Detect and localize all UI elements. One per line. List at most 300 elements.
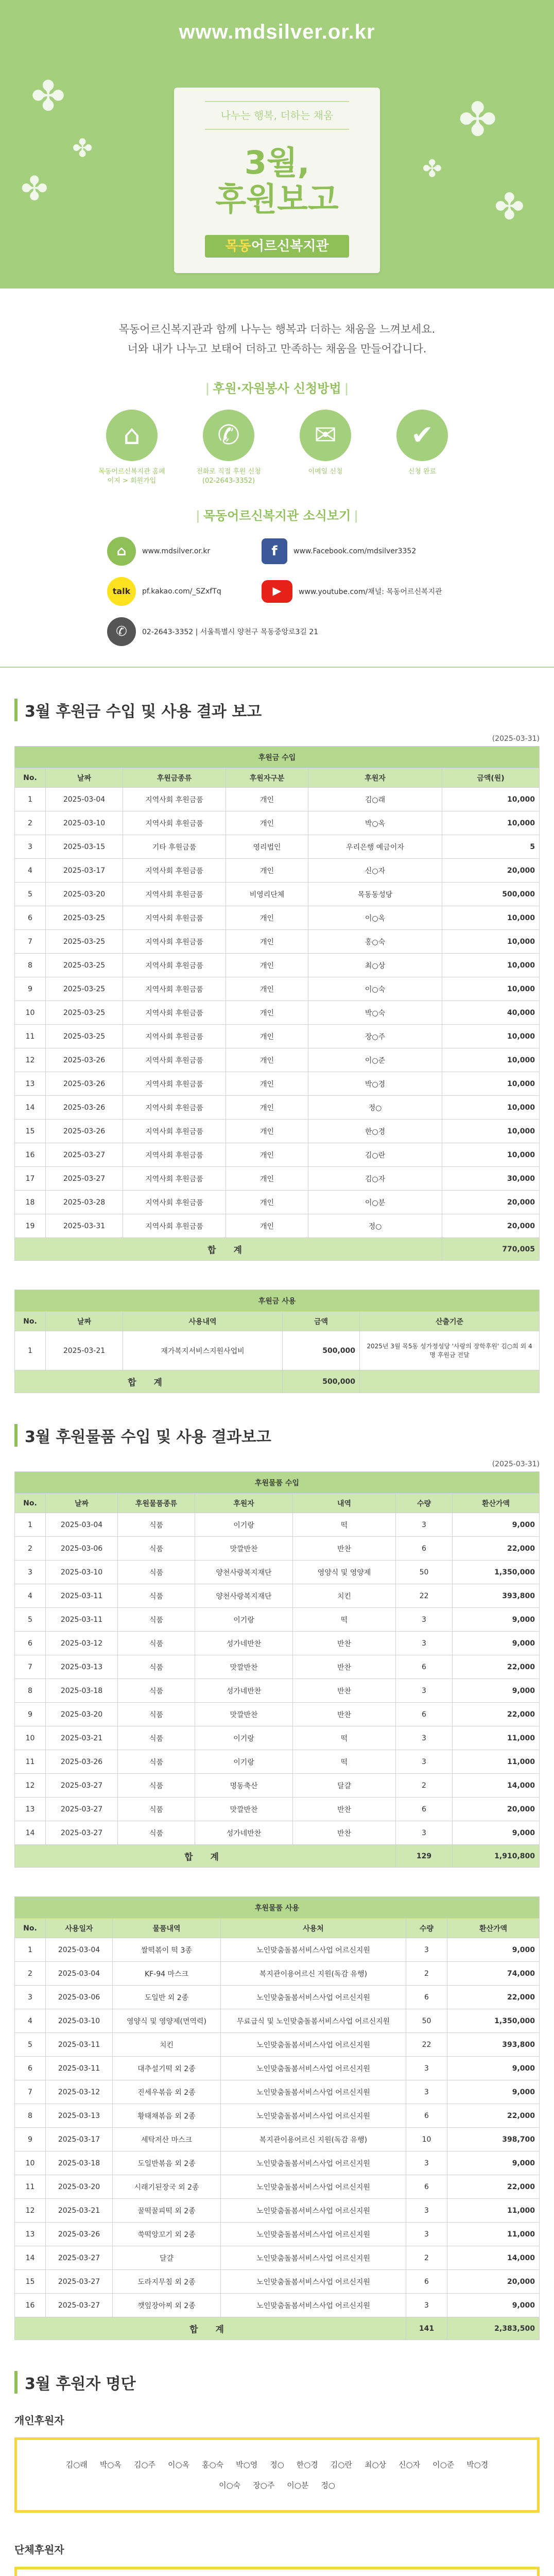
table-cell: 40,000	[442, 1001, 540, 1025]
table-cell: 2025-03-26	[46, 1120, 123, 1143]
table-cell: 10,000	[442, 1096, 540, 1120]
table-cell: 개인	[226, 1191, 308, 1214]
table-body	[15, 1938, 540, 2317]
table-cell: 10,000	[442, 788, 540, 811]
cell-date: 2025-03-21	[46, 1331, 123, 1370]
table-row	[15, 1655, 540, 1679]
table-cell: 2025-03-27	[46, 1798, 118, 1821]
clover-decoration: ✤	[494, 185, 525, 228]
table-cell: 2025-03-25	[46, 1025, 123, 1048]
table-cell: 9,000	[447, 2080, 540, 2104]
donor-name: 홍○숙	[202, 2460, 224, 2469]
table-cell: 지역사회 후원금품	[123, 1143, 226, 1167]
table-cell: 지역사회 후원금품	[123, 883, 226, 906]
table-cell: 개인	[226, 1143, 308, 1167]
table-cell: 2025-03-17	[46, 859, 123, 883]
table-cell: 10,000	[442, 1120, 540, 1143]
table-cell: 11	[15, 2175, 46, 2199]
table-cell: 50	[396, 1561, 453, 1584]
donor-name: 정○	[321, 2481, 335, 2490]
table-cell: 2025-03-25	[46, 906, 123, 930]
table-cell: 맛깔반찬	[195, 1798, 293, 1821]
table-cell: 11,000	[447, 2223, 540, 2246]
home-icon: ⌂	[107, 537, 136, 566]
table-cell: 2	[15, 811, 46, 835]
table-cell: 6	[15, 906, 46, 930]
table-cell: 양천사랑복지재단	[195, 1584, 293, 1608]
divider	[205, 129, 349, 130]
col-header: 사용처	[221, 1919, 406, 1938]
donor-name: 김○란	[330, 2460, 352, 2469]
table-cell: 1,350,000	[447, 2009, 540, 2033]
table-cell: 식품	[118, 1679, 195, 1703]
total-label: 합 계	[15, 1238, 442, 1261]
donor-name: 이○준	[432, 2460, 455, 2469]
cell-no: 1	[15, 1331, 46, 1370]
col-header: 후원물품종류	[118, 1494, 195, 1513]
table-cell: 개인	[226, 1120, 308, 1143]
table-cell: 19	[15, 1214, 46, 1238]
donor-name: 신○자	[399, 2460, 421, 2469]
table-cell: 개인	[226, 1025, 308, 1048]
table-row	[15, 1072, 540, 1096]
table-cell: 16	[15, 2294, 46, 2317]
table-cell: 2025-03-13	[46, 1655, 118, 1679]
home-icon: ⌂	[106, 410, 158, 461]
table-row	[15, 1962, 540, 1986]
table-cell: 9,000	[453, 1513, 540, 1537]
table-cell: 11	[15, 1025, 46, 1048]
table-cell: 성가네반찬	[195, 1679, 293, 1703]
table-cell: 반찬	[293, 1537, 396, 1561]
table-cell: 개인	[226, 977, 308, 1001]
table-row	[15, 1774, 540, 1798]
table-cell: 2025-03-04	[46, 1962, 113, 1986]
table-cell: 6	[396, 1703, 453, 1726]
table-cell: 6	[406, 2175, 447, 2199]
table-cell: 박○숙	[308, 1001, 442, 1025]
table-cell: 개인	[226, 1048, 308, 1072]
table-cell: 식품	[118, 1561, 195, 1584]
table-cell: 17	[15, 1167, 46, 1191]
table-cell: 2025-03-06	[46, 1986, 113, 2009]
total-qty: 141	[406, 2317, 447, 2340]
table-cell: 지역사회 후원금품	[123, 1191, 226, 1214]
total-row	[15, 2317, 540, 2340]
donation-income-table	[14, 746, 540, 1261]
total-blank	[360, 1370, 540, 1393]
table-cell: 1	[15, 788, 46, 811]
table-cell: 2025-03-26	[46, 1048, 123, 1072]
table-cell: 2025-03-20	[46, 1703, 118, 1726]
facebook-link[interactable]	[262, 537, 447, 566]
table-cell: 2025-03-15	[46, 835, 123, 859]
table-cell: 복지관이용어르신 지원(독감 유행)	[221, 2128, 406, 2151]
table-cell: 6	[406, 2104, 447, 2128]
table-cell: 비영리단체	[226, 883, 308, 906]
table-row	[15, 1703, 540, 1726]
table-cell: 2025-03-11	[46, 2033, 113, 2057]
individual-donors-list	[14, 2437, 540, 2513]
table-cell: 노인맞춤돌봄서비스사업 어르신지원	[221, 2151, 406, 2175]
section-divider	[0, 667, 554, 668]
donor-name: 박○영	[236, 2460, 258, 2469]
table-row	[15, 906, 540, 930]
table-cell: 반찬	[293, 1632, 396, 1655]
donor-name: 이○분	[287, 2481, 309, 2490]
table-cell: 영양식 및 영양제(면역력)	[113, 2009, 221, 2033]
table-cell: 명동축산	[195, 1774, 293, 1798]
table-row	[15, 2270, 540, 2294]
table-cell: 지역사회 후원금품	[123, 811, 226, 835]
table-cell: 14	[15, 2246, 46, 2270]
donors-title: 3월 후원자 명단	[14, 2371, 554, 2394]
table-cell: 12	[15, 1774, 46, 1798]
table-cell: 3	[396, 1679, 453, 1703]
table-cell: 10,000	[442, 811, 540, 835]
table-cell: 치킨	[293, 1584, 396, 1608]
table-cell: 10	[15, 1001, 46, 1025]
cell-amount: 500,000	[283, 1331, 360, 1370]
table-cell: 2025-03-27	[46, 1143, 123, 1167]
table-cell: 2025-03-26	[46, 1750, 118, 1774]
contact-info	[107, 617, 447, 646]
facebook-url: www.Facebook.com/mdsilver3352	[293, 547, 417, 555]
table-row	[15, 1679, 540, 1703]
table-row	[15, 1513, 540, 1537]
table-cell: 떡	[293, 1726, 396, 1750]
method-phone[interactable]	[193, 410, 265, 486]
table-cell: 쑥떡앙꼬기 외 2종	[113, 2223, 221, 2246]
table-cell: 6	[15, 1632, 46, 1655]
table-cell: 개인	[226, 1001, 308, 1025]
table-cell: 개인	[226, 1214, 308, 1238]
table-cell: 이○준	[308, 1048, 442, 1072]
table-caption: 후원물품 수입	[15, 1472, 540, 1494]
table-cell: 식품	[118, 1821, 195, 1845]
table-cell: 6	[396, 1798, 453, 1821]
table-cell: 14	[15, 1821, 46, 1845]
apply-methods	[0, 410, 554, 486]
table-cell: 2	[15, 1537, 46, 1561]
table-row	[15, 2104, 540, 2128]
table-cell: 10,000	[442, 977, 540, 1001]
table-row	[15, 2080, 540, 2104]
donor-name: 박○옥	[99, 2460, 122, 2469]
table-cell: 쌀떡볶이 떡 3종	[113, 1938, 221, 1962]
table-cell: 3	[406, 2057, 447, 2080]
table-cell: 5	[442, 835, 540, 859]
table-cell: 9,000	[447, 2151, 540, 2175]
table-cell: 개인	[226, 788, 308, 811]
youtube-link[interactable]	[262, 577, 447, 606]
donor-name: 이○옥	[167, 2460, 190, 2469]
table-cell: 9	[15, 2128, 46, 2151]
table-cell: 13	[15, 1072, 46, 1096]
table-cell: 9,000	[447, 2294, 540, 2317]
table-cell: 393,800	[453, 1584, 540, 1608]
table-row	[15, 811, 540, 835]
table-cell: 2025-03-26	[46, 1096, 123, 1120]
report-date: (2025-03-31)	[492, 735, 540, 743]
col-header: 물품내역	[113, 1919, 221, 1938]
total-amount: 1,910,800	[453, 1845, 540, 1868]
table-cell: 22,000	[447, 1986, 540, 2009]
table-cell: 지역사회 후원금품	[123, 930, 226, 954]
table-cell: 지역사회 후원금품	[123, 977, 226, 1001]
table-cell: 11,000	[447, 2199, 540, 2223]
homepage-link[interactable]	[107, 537, 262, 566]
donation-usage-table	[14, 1290, 540, 1393]
table-cell: 3	[15, 1986, 46, 2009]
table-cell: 2025-03-25	[46, 977, 123, 1001]
goods-title: 3월 후원물품 수입 및 사용 결과보고	[14, 1424, 554, 1447]
table-cell: 신○자	[308, 859, 442, 883]
homepage-url: www.mdsilver.or.kr	[142, 547, 211, 555]
hero-title	[174, 144, 380, 218]
col-header: 산출기준	[360, 1312, 540, 1331]
table-cell: 2025-03-11	[46, 2057, 113, 2080]
table-cell: 7	[15, 1655, 46, 1679]
table-row	[15, 2294, 540, 2317]
method-label: 신청 완료	[408, 468, 437, 476]
table-row	[15, 883, 540, 906]
method-homepage[interactable]	[96, 410, 168, 486]
table-cell: 10,000	[442, 1143, 540, 1167]
table-cell: 2025-03-04	[46, 788, 123, 811]
table-cell: 9,000	[453, 1821, 540, 1845]
donor-name: 김○주	[133, 2460, 155, 2469]
table-cell: 최○상	[308, 954, 442, 977]
table-cell: 4	[15, 1584, 46, 1608]
table-cell: 치킨	[113, 2033, 221, 2057]
table-caption: 후원물품 사용	[15, 1897, 540, 1919]
table-cell: 3	[396, 1726, 453, 1750]
table-cell: 3	[406, 2223, 447, 2246]
table-cell: 11,000	[453, 1750, 540, 1774]
kakao-link[interactable]	[107, 577, 262, 606]
total-row	[15, 1370, 540, 1393]
table-row	[15, 954, 540, 977]
table-cell: 노인맞춤돌봄서비스사업 어르신지원	[221, 1938, 406, 1962]
table-cell: 3	[396, 1608, 453, 1632]
table-cell: 이○숙	[308, 977, 442, 1001]
table-cell: 개인	[226, 859, 308, 883]
table-row	[15, 1821, 540, 1845]
table-cell: 2025-03-10	[46, 2009, 113, 2033]
donation-title: 3월 후원금 수입 및 사용 결과 보고	[14, 699, 554, 721]
table-cell: 성가네반찬	[195, 1632, 293, 1655]
table-cell: 2025-03-26	[46, 2223, 113, 2246]
table-caption: 후원금 사용	[15, 1290, 540, 1312]
table-cell: 반찬	[293, 1821, 396, 1845]
table-cell: 무료급식 및 노인맞춤돌봄서비스사업 어르신지원	[221, 2009, 406, 2033]
table-cell: 20,000	[442, 859, 540, 883]
table-cell: 2025-03-17	[46, 2128, 113, 2151]
table-cell: 3	[396, 1750, 453, 1774]
table-cell: 식품	[118, 1584, 195, 1608]
table-cell: 개인	[226, 811, 308, 835]
table-cell: 지역사회 후원금품	[123, 788, 226, 811]
table-cell: 개인	[226, 1167, 308, 1191]
table-body	[15, 1331, 540, 1370]
table-cell: 6	[396, 1655, 453, 1679]
donor-name: 최○상	[364, 2460, 387, 2469]
table-cell: 74,000	[447, 1962, 540, 1986]
table-cell: 2025-03-12	[46, 2080, 113, 2104]
table-cell: 떡	[293, 1750, 396, 1774]
table-row	[15, 1001, 540, 1025]
group-donors-list	[14, 2567, 540, 2576]
table-cell: 11,000	[453, 1726, 540, 1750]
table-row	[15, 2246, 540, 2270]
table-cell: 10,000	[442, 1025, 540, 1048]
table-cell: 반찬	[293, 1703, 396, 1726]
table-cell: 도라지무침 외 2종	[113, 2270, 221, 2294]
table-cell: 2025-03-25	[46, 954, 123, 977]
goods-usage-table	[14, 1896, 540, 2340]
table-cell: 2025-03-06	[46, 1537, 118, 1561]
table-cell: 7	[15, 930, 46, 954]
col-header: No.	[15, 1494, 46, 1513]
table-cell: 22	[406, 2033, 447, 2057]
table-cell: 식품	[118, 1513, 195, 1537]
total-label: 합 계	[15, 1845, 396, 1868]
table-cell: 8	[15, 2104, 46, 2128]
table-cell: 9,000	[447, 2057, 540, 2080]
table-cell: 2	[396, 1774, 453, 1798]
table-cell: 성가네반찬	[195, 1821, 293, 1845]
table-cell: 30,000	[442, 1167, 540, 1191]
table-cell: 2025-03-25	[46, 1001, 123, 1025]
table-row	[15, 1143, 540, 1167]
col-header: No.	[15, 1919, 46, 1938]
table-cell: 2025-03-04	[46, 1513, 118, 1537]
method-email[interactable]	[289, 410, 361, 486]
table-cell: 노인맞춤돌봄서비스사업 어르신지원	[221, 2057, 406, 2080]
table-cell: 식품	[118, 1774, 195, 1798]
table-cell: 10,000	[442, 906, 540, 930]
col-header: No.	[15, 768, 46, 788]
table-cell: 한○경	[308, 1120, 442, 1143]
clover-decoration: ✤	[21, 170, 48, 208]
table-row	[15, 2175, 540, 2199]
total-row	[15, 1238, 540, 1261]
table-cell: 황태채볶음 외 2종	[113, 2104, 221, 2128]
table-cell: 박○경	[308, 1072, 442, 1096]
table-cell: 50	[406, 2009, 447, 2033]
table-cell: 지역사회 후원금품	[123, 1072, 226, 1096]
table-cell: 지역사회 후원금품	[123, 859, 226, 883]
table-cell: 5	[15, 2033, 46, 2057]
table-cell: 22,000	[447, 2175, 540, 2199]
hero-url[interactable]: www.mdsilver.or.kr	[179, 21, 375, 43]
table-row	[15, 2057, 540, 2080]
hero-title-line1: 3월,	[244, 144, 310, 181]
table-cell: 2025-03-11	[46, 1608, 118, 1632]
table-row	[15, 859, 540, 883]
clover-decoration: ✤	[422, 155, 442, 182]
table-cell: 지역사회 후원금품	[123, 1214, 226, 1238]
apply-heading: | 후원·자원봉사 신청방법 |	[205, 381, 349, 396]
table-cell: 5	[15, 1608, 46, 1632]
table-cell: 이기랑	[195, 1750, 293, 1774]
table-cell: 박○옥	[308, 811, 442, 835]
table-cell: 노인맞춤돌봄서비스사업 어르신지원	[221, 2080, 406, 2104]
table-cell: 홍○숙	[308, 930, 442, 954]
hero-card	[174, 88, 380, 273]
contact-text: 02-2643-3352 | 서울특별시 양천구 목동중앙로3길 21	[142, 628, 319, 636]
table-row	[15, 2199, 540, 2223]
table-cell: 9,000	[453, 1679, 540, 1703]
table-row	[15, 1608, 540, 1632]
table-cell: 16	[15, 1143, 46, 1167]
table-cell: 6	[15, 2057, 46, 2080]
table-row	[15, 1750, 540, 1774]
table-cell: 2025-03-20	[46, 2175, 113, 2199]
table-row	[15, 2128, 540, 2151]
table-cell: 2025-03-10	[46, 811, 123, 835]
table-cell: 10	[406, 2128, 447, 2151]
table-cell: 개인	[226, 930, 308, 954]
method-label: 목동어르신복지관 홈페이지 > 회원가입	[98, 468, 165, 485]
table-cell: 2025-03-20	[46, 883, 123, 906]
table-row	[15, 1167, 540, 1191]
table-row	[15, 2009, 540, 2033]
table-cell: 18	[15, 1191, 46, 1214]
table-cell: 맛깔반찬	[195, 1655, 293, 1679]
table-cell: 2025-03-13	[46, 2104, 113, 2128]
table-cell: 세탁저산 마스크	[113, 2128, 221, 2151]
table-cell: 이기랑	[195, 1513, 293, 1537]
intro-line: 목동어르신복지관과 함께 나누는 행복과 더하는 채움을 느껴보세요.	[118, 323, 436, 335]
table-cell: 9	[15, 977, 46, 1001]
table-cell: 김○자	[308, 1167, 442, 1191]
table-cell: 2025-03-04	[46, 1938, 113, 1962]
table-body	[15, 1513, 540, 1845]
col-header: 날짜	[46, 1494, 118, 1513]
news-heading-text: 목동어르신복지관 소식보기	[203, 509, 351, 523]
table-cell: KF-94 마스크	[113, 1962, 221, 1986]
table-cell: 10,000	[442, 1048, 540, 1072]
table-cell: 2025-03-28	[46, 1191, 123, 1214]
youtube-icon: ▶	[262, 580, 292, 603]
table-cell: 6	[406, 2270, 447, 2294]
total-qty: 129	[396, 1845, 453, 1868]
table-row	[15, 1025, 540, 1048]
table-cell: 달걀	[293, 1774, 396, 1798]
table-cell: 15	[15, 1120, 46, 1143]
table-cell: 3	[406, 2294, 447, 2317]
table-cell: 2025-03-18	[46, 1679, 118, 1703]
table-cell: 8	[15, 1679, 46, 1703]
divider	[205, 101, 349, 102]
table-row	[15, 1048, 540, 1072]
table-cell: 10	[15, 1726, 46, 1750]
table-cell: 22	[396, 1584, 453, 1608]
col-header: 수량	[396, 1494, 453, 1513]
table-row	[15, 2151, 540, 2175]
table-cell: 노인맞춤돌봄서비스사업 어르신지원	[221, 1986, 406, 2009]
hero-badge	[205, 235, 349, 258]
table-cell: 11	[15, 1750, 46, 1774]
hero-tagline: 나누는 행복, 더하는 채움	[220, 109, 334, 122]
table-caption: 후원금 수입	[15, 747, 540, 768]
table-cell: 식품	[118, 1726, 195, 1750]
table-cell: 맛깔반찬	[195, 1537, 293, 1561]
table-cell: 반찬	[293, 1679, 396, 1703]
table-cell: 14,000	[453, 1774, 540, 1798]
